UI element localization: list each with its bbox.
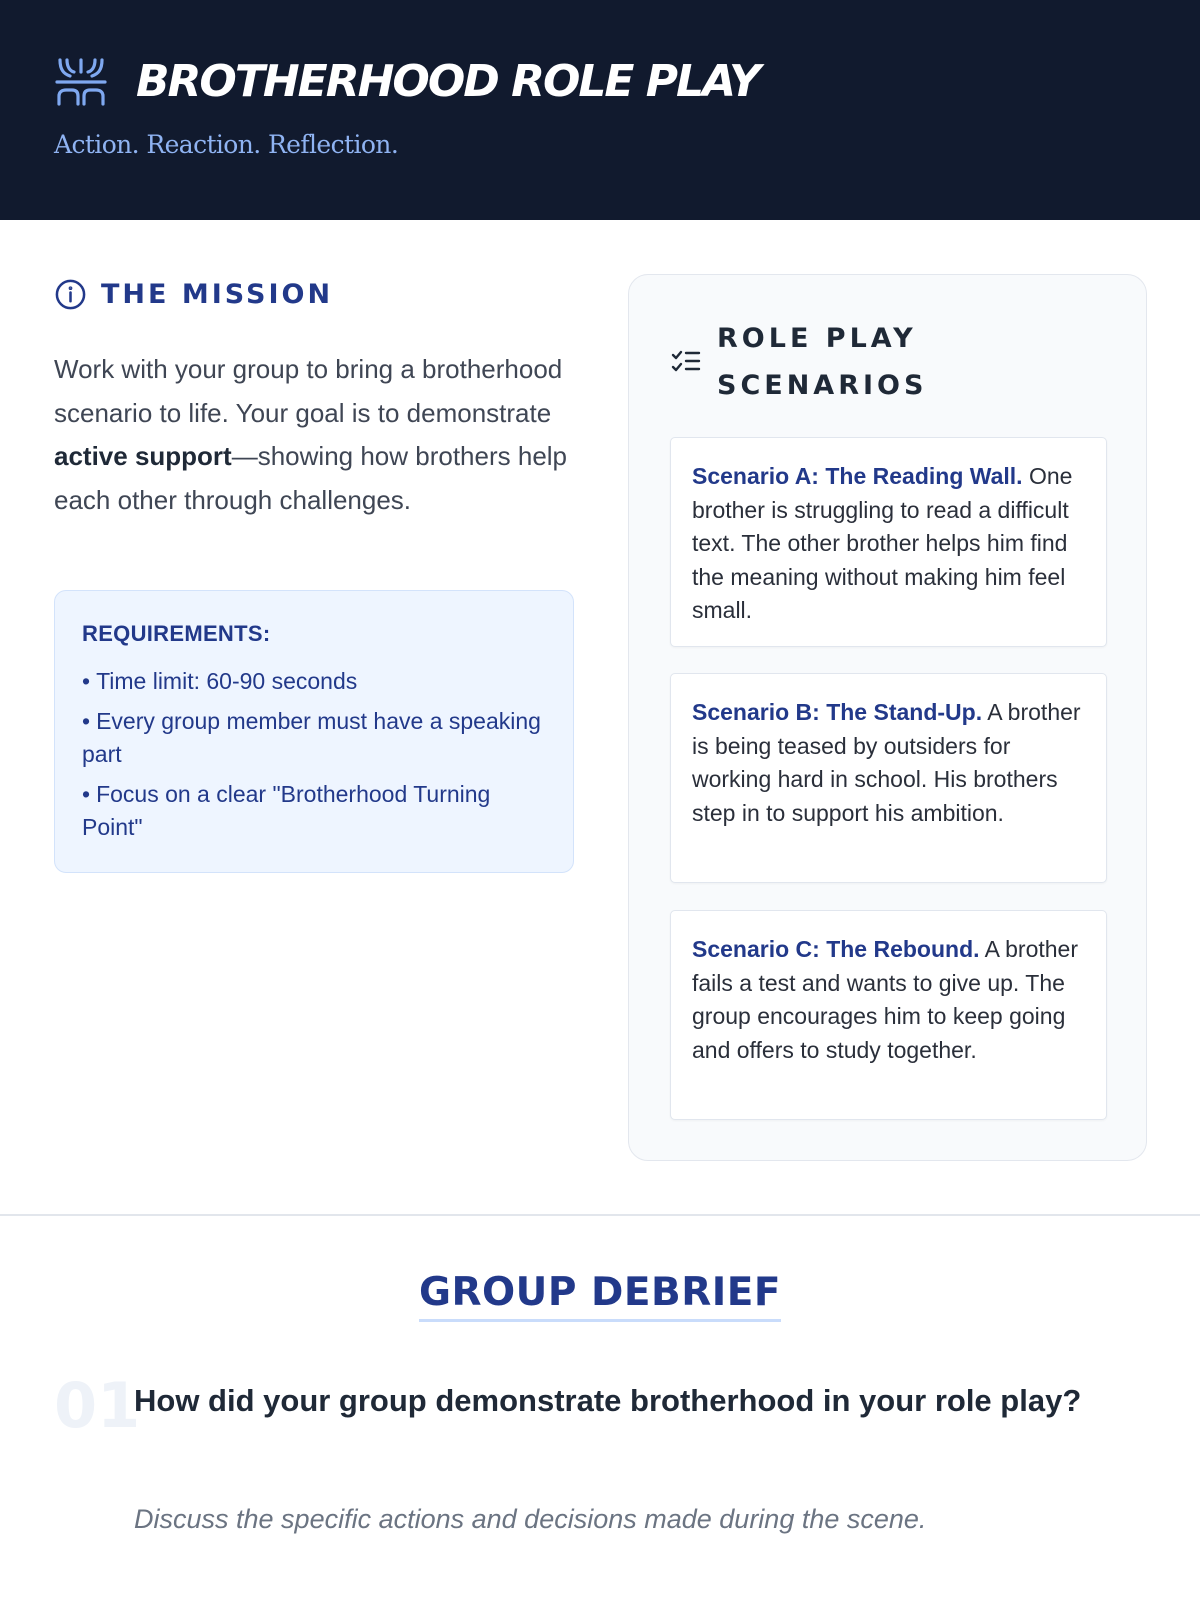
checklist-icon bbox=[671, 347, 701, 377]
scenarios-title-line1: ROLE PLAY bbox=[717, 323, 917, 354]
requirements-title: REQUIREMENTS: bbox=[82, 621, 271, 646]
scenario-title: Scenario C: The Rebound. bbox=[692, 936, 980, 962]
scenarios-heading bbox=[671, 315, 927, 409]
page-header bbox=[0, 0, 1200, 220]
page-title: BROTHERHOOD ROLE PLAY bbox=[136, 56, 759, 107]
requirements-box bbox=[54, 590, 574, 873]
mission-heading bbox=[54, 274, 574, 314]
requirement-text: Time limit: 60-90 seconds bbox=[96, 668, 358, 694]
debrief-title: GROUP DEBRIEF bbox=[419, 1270, 781, 1322]
header-tagline: Action. Reaction. Reflection. bbox=[54, 130, 399, 159]
bullet: • bbox=[82, 668, 91, 694]
info-circle-icon bbox=[54, 278, 87, 311]
scenario-card-b bbox=[670, 673, 1107, 883]
scenario-title: Scenario B: The Stand-Up. bbox=[692, 699, 983, 725]
question-number: 01 bbox=[54, 1369, 141, 1442]
header-title-row bbox=[54, 56, 759, 108]
requirement-text: Focus on a clear "Brotherhood Turning Point" bbox=[82, 781, 491, 840]
scenarios-title bbox=[717, 315, 927, 409]
bullet: • bbox=[82, 708, 91, 734]
question-text: How did your group demonstrate brotherhood in your role play? bbox=[134, 1383, 1082, 1418]
scenario-card-a bbox=[670, 437, 1107, 647]
section-divider bbox=[0, 1214, 1200, 1216]
mission-body-text: Work with your group to bring a brotherhood scenario to life. Your goal is to demonstrate bbox=[54, 354, 563, 428]
requirement-item bbox=[82, 665, 546, 698]
requirement-text: Every group member must have a speaking part bbox=[82, 708, 541, 767]
scenario-text: A brother fails a test and wants to give up. The group encourages him to keep going and offers to study together. bbox=[692, 936, 1078, 1063]
scenario-title: Scenario A: The Reading Wall. bbox=[692, 463, 1023, 489]
bullet: • bbox=[82, 781, 91, 807]
scenarios-panel bbox=[628, 274, 1147, 1161]
requirements-list bbox=[82, 665, 546, 844]
mission-title: THE MISSION bbox=[101, 278, 334, 310]
scenario-text: A brother is being teased by outsiders for working hard in school. His brothers step in to support his ambition. bbox=[692, 699, 1081, 826]
scenarios-title-line2: SCENARIOS bbox=[717, 370, 928, 401]
requirement-item bbox=[82, 778, 546, 844]
mission-section bbox=[54, 274, 574, 522]
mission-body-text-end: —showing how brothers help each other through challenges. bbox=[54, 441, 568, 515]
scenario-card-c bbox=[670, 910, 1107, 1120]
mission-body bbox=[54, 348, 574, 522]
mission-body-emphasis: active support bbox=[54, 441, 232, 471]
question-hint: Discuss the specific actions and decisions made during the scene. bbox=[134, 1504, 927, 1534]
scenario-text: One brother is struggling to read a difficult text. The other brother helps him find the meaning without making him feel small. bbox=[692, 463, 1073, 623]
debrief-heading bbox=[0, 1270, 1200, 1322]
theater-masks-icon bbox=[54, 56, 108, 108]
requirement-item bbox=[82, 705, 546, 771]
